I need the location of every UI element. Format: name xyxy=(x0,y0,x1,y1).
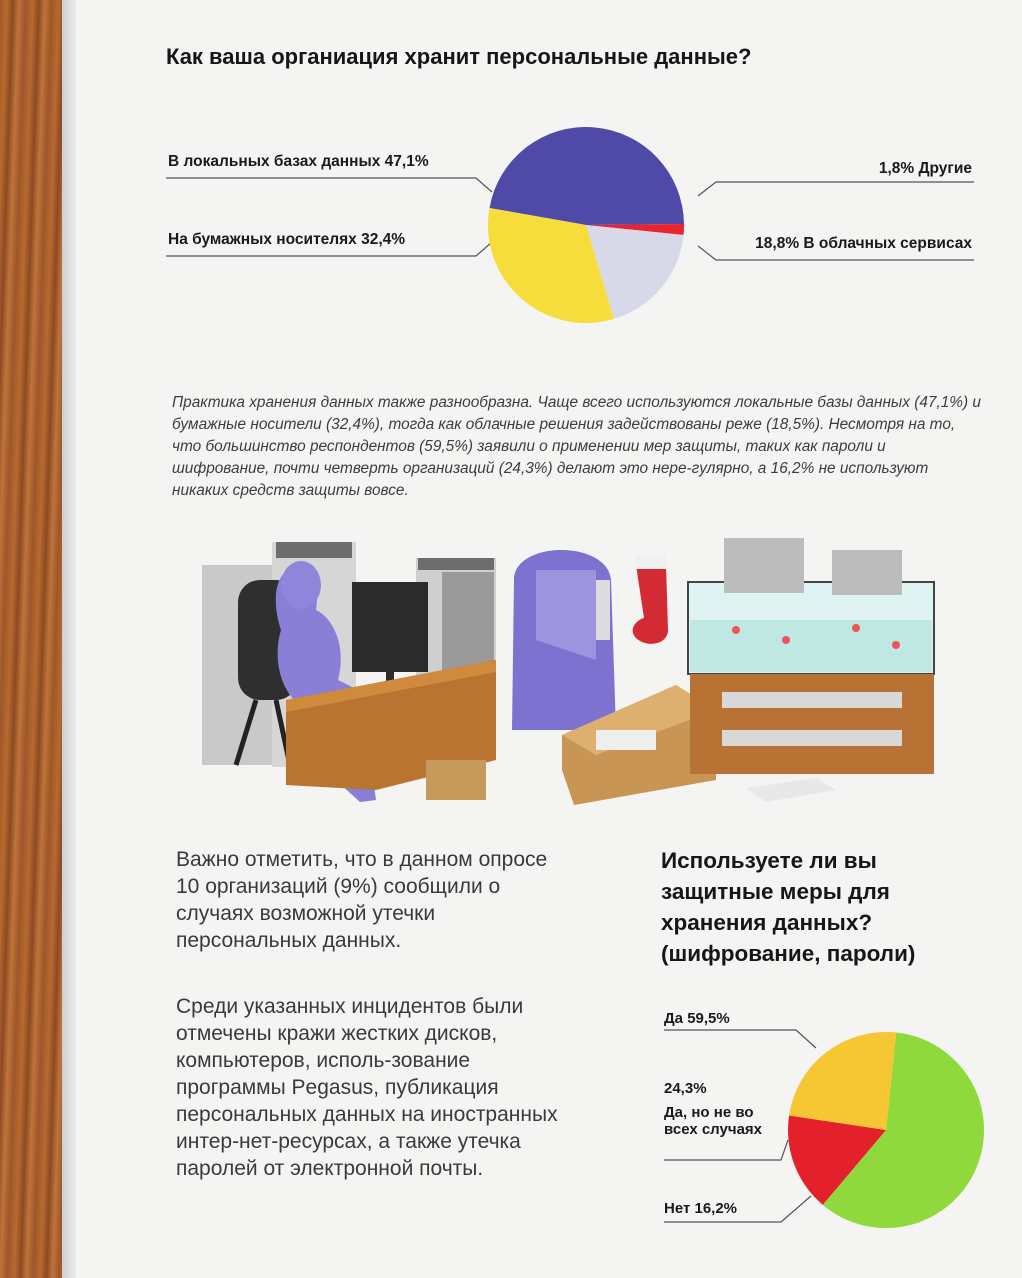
chart1-label-paper: На бумажных носителях 32,4% xyxy=(168,231,406,248)
chart1-title: Как ваша органиация хранит персональные данные? xyxy=(166,44,752,69)
page-edge xyxy=(62,0,76,1278)
chart1-label-cloud: 18,8% В облачных сервисах xyxy=(755,235,972,252)
chart2-title: Используете ли вы защитные меры для хранения данных? (шифрование, пароли) xyxy=(661,848,916,966)
wooden-table-background xyxy=(0,0,70,1278)
chart2-slice-2 xyxy=(789,1032,896,1130)
caption-text: Практика хранения данных также разнообразна. Чаще всего используются локальные базы данных (47,1%) и бумажные носители (32,4%), тогда как облачные решения задействованы реже (18,5%). Несмотря на то, что большинство респондентов (59,5%) заявили о применении мер защиты, таких как пароли и шифрование, почти четверть организаций (24,3%) делают это нере-гулярно, а 16,2% не используют никаких средств защиты вовсе. xyxy=(172,394,981,499)
paragraph-incidents: Среди указанных инцидентов были отмечены кражи жестких дисков, компьютеров, исполь-зование программы Pegasus, публикация персональных данных на иностранных интер-нет-ресурсах, а также утечка паролей от электронной почты. xyxy=(176,995,558,1180)
chart1-label-local: В локальных базах данных 47,1% xyxy=(168,153,429,170)
paragraph-leak-cases: Важно отметить, что в данном опросе 10 организаций (9%) сообщили о случаях возможной утечки персональных данных. xyxy=(176,848,548,952)
chart2-label-partial-text: Да, но не во всех случаях xyxy=(664,1104,763,1138)
chart2-label-yes: Да 59,5% xyxy=(664,1010,730,1027)
chart2-label-no: Нет 16,2% xyxy=(664,1200,738,1217)
magazine-page xyxy=(76,0,1022,1278)
chart1-label-other: 1,8% Другие xyxy=(878,160,972,177)
chart2-label-partial-pct: 24,3% xyxy=(664,1080,707,1097)
chart2-pie xyxy=(786,1030,986,1230)
